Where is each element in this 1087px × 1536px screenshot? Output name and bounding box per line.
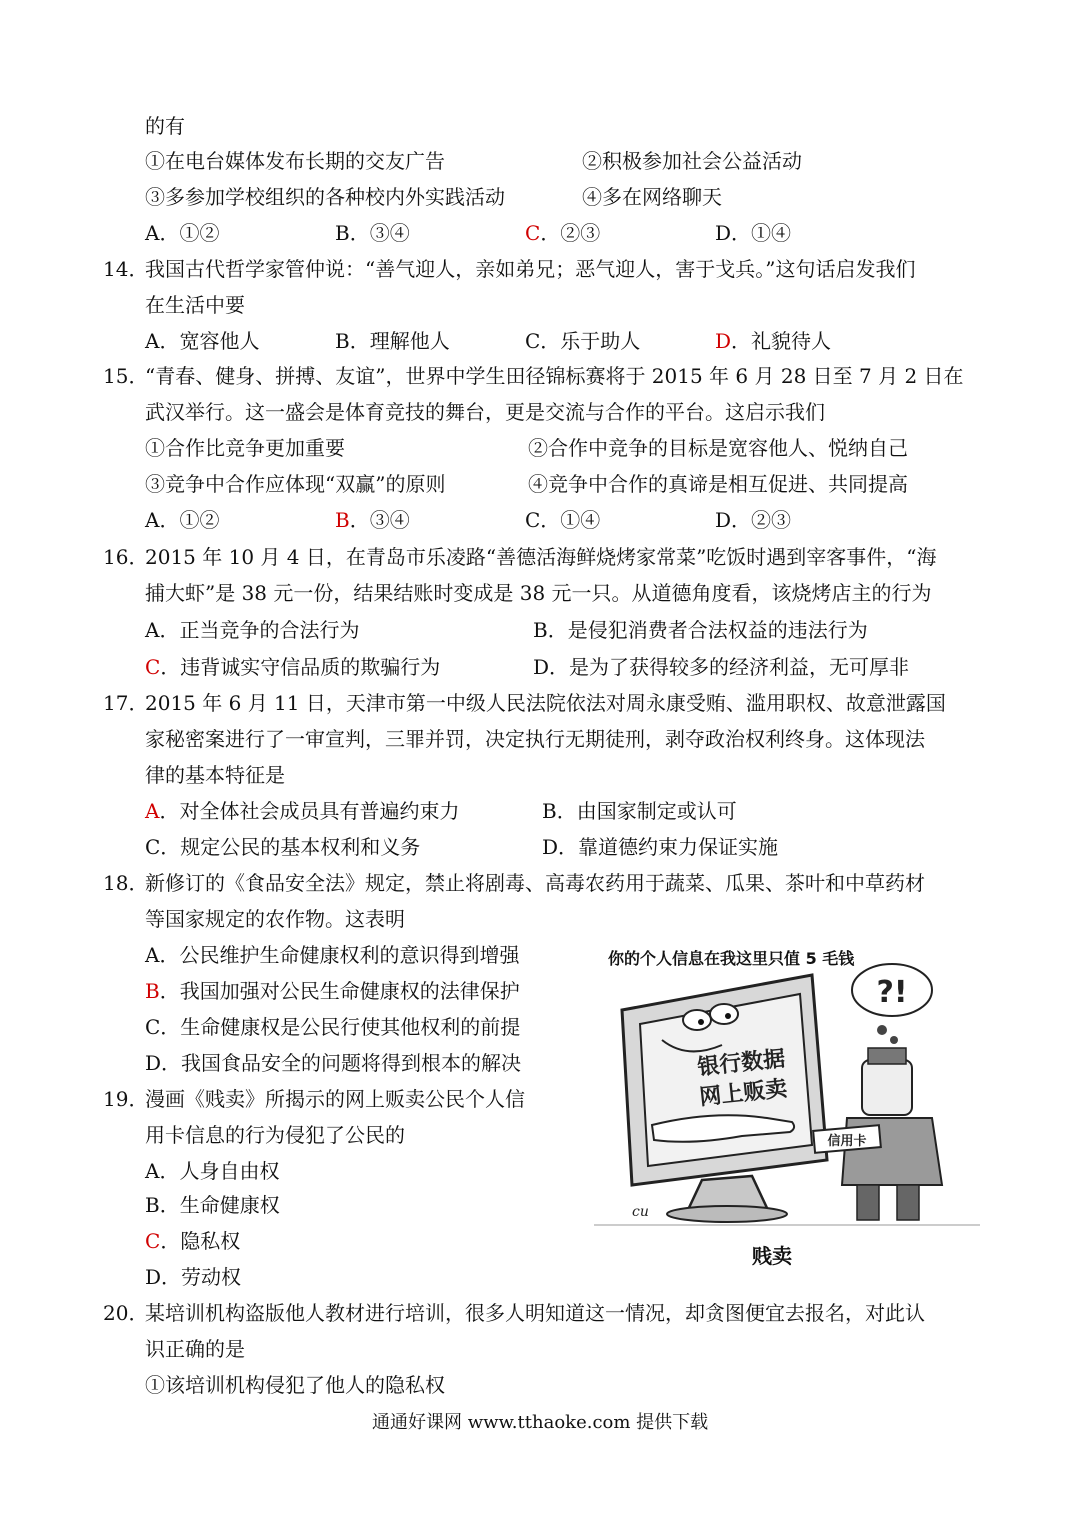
q19-stem-2: 用卡信息的行为侵犯了公民的 xyxy=(145,1123,405,1147)
answer-letter: C xyxy=(145,655,161,679)
q17-stem-1: 2015 年 6 月 11 日，天津市第一中级人民法院依法对周永康受贿、滥用职权、故意泄露国 xyxy=(145,691,946,715)
credit-card-label: 信用卡 xyxy=(827,1134,867,1149)
q14-option-d: D．礼貌待人 xyxy=(715,329,832,353)
q15-stem-2: 武汉举行。这一盛会是体育竞技的舞台，更是交流与合作的平台。这启示我们 xyxy=(145,400,825,424)
q13-option-c: C．②③ xyxy=(525,221,601,245)
q19-stem-1: 漫画《贱卖》所揭示的网上贩卖公民个人信 xyxy=(145,1087,525,1111)
q19-number: 19． xyxy=(103,1087,149,1111)
q20-number: 20． xyxy=(103,1301,149,1325)
q18-stem-2: 等国家规定的农作物。这表明 xyxy=(145,907,405,931)
q19-option-b: B．生命健康权 xyxy=(145,1193,280,1217)
q18-option-a: A．公民维护生命健康权利的意识得到增强 xyxy=(145,943,520,967)
answer-letter: A xyxy=(145,799,160,823)
q15-stem-1: “青春、健身、拼搏、友谊”，世界中学生田径锦标赛将于 2015 年 6 月 28 日至 7 月 2 日在 xyxy=(145,364,964,388)
q15-item-1: ①合作比竞争更加重要 xyxy=(145,436,345,460)
screen-text-2: 网上贩卖 xyxy=(698,1076,789,1111)
answer-letter: C xyxy=(525,221,541,245)
q17-stem-2: 家秘密案进行了一审宣判，三罪并罚，决定执行无期徒刑，剥夺政治权利终身。这体现法 xyxy=(145,727,925,751)
q14-option-c: C．乐于助人 xyxy=(525,329,641,353)
q16-option-a: A．正当竞争的合法行为 xyxy=(145,618,360,642)
q17-option-b: B．由国家制定或认可 xyxy=(542,799,737,823)
q18-stem-1: 新修订的《食品安全法》规定，禁止将剧毒、高毒农药用于蔬菜、瓜果、茶叶和中草药材 xyxy=(145,871,925,895)
q14-stem-1: 我国古代哲学家管仲说：“善气迎人，亲如弟兄；恶气迎人，害于戈兵。”这句话启发我们 xyxy=(145,257,916,281)
q15-number: 15． xyxy=(103,364,149,388)
answer-letter: C xyxy=(145,1229,161,1253)
q15-option-b: B．③④ xyxy=(335,508,410,532)
q13-option-d: D．①④ xyxy=(715,221,792,245)
q20-stem-2: 识正确的是 xyxy=(145,1337,245,1361)
q13-option-a: A．①② xyxy=(145,221,220,245)
q17-number: 17． xyxy=(103,691,149,715)
cartoon-illustration xyxy=(592,940,982,1230)
q15-item-2: ②合作中竞争的目标是宽容他人、悦纳自己 xyxy=(528,436,908,460)
q16-option-b: B．是侵犯消费者合法权益的违法行为 xyxy=(533,618,868,642)
q16-option-c: C．违背诚实守信品质的欺骗行为 xyxy=(145,655,441,679)
q14-option-a: A．宽容他人 xyxy=(145,329,260,353)
q16-number: 16． xyxy=(103,545,149,569)
q18-option-b: B．我国加强对公民生命健康权的法律保护 xyxy=(145,979,520,1003)
artist-signature: cu xyxy=(632,1204,649,1220)
q13-item-3: ③多参加学校组织的各种校内外实践活动 xyxy=(145,185,505,209)
screen-text-1: 银行数据 xyxy=(696,1046,787,1081)
q19-option-d: D．劳动权 xyxy=(145,1265,242,1289)
q13-option-b: B．③④ xyxy=(335,221,410,245)
q15-option-a: A．①② xyxy=(145,508,220,532)
q19-option-a: A．人身自由权 xyxy=(145,1159,280,1183)
q16-option-d: D．是为了获得较多的经济利益，无可厚非 xyxy=(533,655,910,679)
q16-stem-1: 2015 年 10 月 4 日，在青岛市乐凌路“善德活海鲜烧烤家常菜”吃饭时遇到宰客事件，“海 xyxy=(145,545,937,569)
answer-letter: B xyxy=(145,979,160,1003)
q17-stem-3: 律的基本特征是 xyxy=(145,763,285,787)
q15-option-c: C．①④ xyxy=(525,508,601,532)
q14-stem-2: 在生活中要 xyxy=(145,293,245,317)
q14-number: 14． xyxy=(103,257,149,281)
q13-item-1: ①在电台媒体发布长期的交友广告 xyxy=(145,149,445,173)
q15-item-3: ③竞争中合作应体现“双赢”的原则 xyxy=(145,472,446,496)
q15-item-4: ④竞争中合作的真谛是相互促进、共同提高 xyxy=(528,472,908,496)
q13-item-4: ④多在网络聊天 xyxy=(582,185,722,209)
q18-number: 18． xyxy=(103,871,149,895)
q18-option-d: D．我国食品安全的问题将得到根本的解决 xyxy=(145,1051,522,1075)
answer-letter: B xyxy=(335,508,350,532)
q14-option-b: B．理解他人 xyxy=(335,329,450,353)
q19-option-c: C．隐私权 xyxy=(145,1229,241,1253)
answer-letter: D xyxy=(715,329,732,353)
q15-option-d: D．②③ xyxy=(715,508,792,532)
q13-tail: 的有 xyxy=(145,114,185,138)
q20-item-1: ①该培训机构侵犯了他人的隐私权 xyxy=(145,1373,445,1397)
q13-item-2: ②积极参加社会公益活动 xyxy=(582,149,802,173)
cartoon-caption-bottom: 贱卖 xyxy=(752,1244,792,1268)
q20-stem-1: 某培训机构盗版他人教材进行培训，很多人明知道这一情况，却贪图便宜去报名，对此认 xyxy=(145,1301,925,1325)
q18-option-c: C．生命健康权是公民行使其他权利的前提 xyxy=(145,1015,521,1039)
cartoon-caption-top: 你的个人信息在我这里只值 5 毛钱 xyxy=(608,949,855,968)
page-footer: 通通好课网 www.tthaoke.com 提供下载 xyxy=(372,1412,709,1433)
q17-option-a: A．对全体社会成员具有普遍约束力 xyxy=(145,799,460,823)
q17-option-d: D．靠道德约束力保证实施 xyxy=(542,835,779,859)
q16-stem-2: 捕大虾”是 38 元一份，结果结账时变成是 38 元一只。从道德角度看，该烧烤店主的行为 xyxy=(145,581,932,605)
q17-option-c: C．规定公民的基本权利和义务 xyxy=(145,835,421,859)
thought-bubble-text: ?! xyxy=(876,975,908,1010)
